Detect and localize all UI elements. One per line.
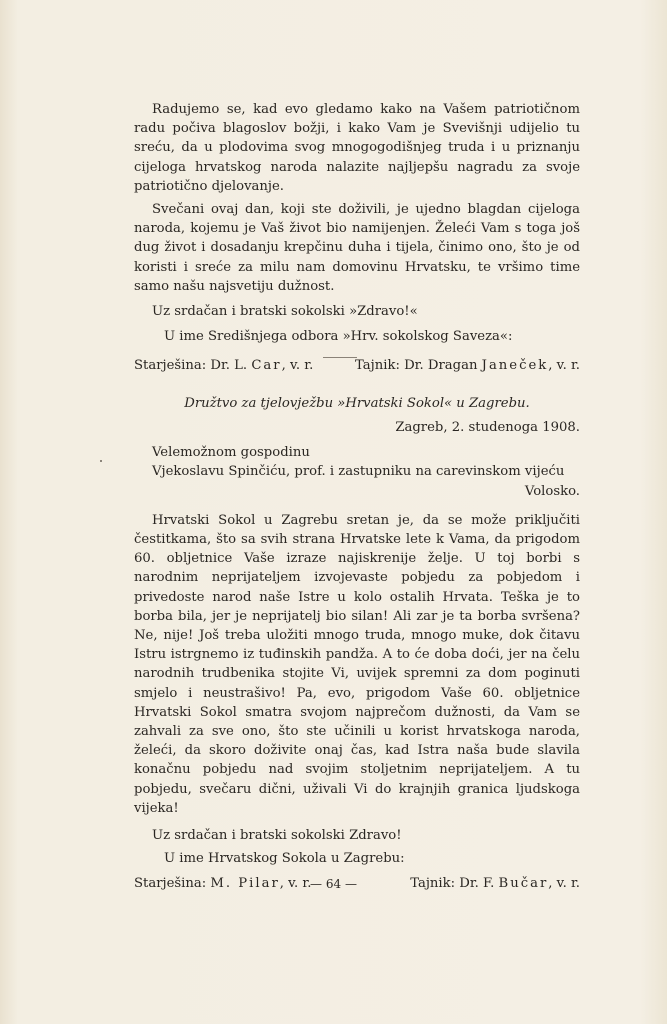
paragraph: Hrvatski Sokol u Zagrebu sretan je, da se može priključiti čestitkama, što sa svih strana Hrvatske lete k Vama, da prigodom 60. obljetnice Vaše izraze najiskrenije želje. U toj borbi s narodnim neprijateljem izvojevaste pobjedu za pobjedom i privedoste narod naše Istre u kolo ostalih Hrvata. Teška je to borba bila, jer je neprijatelj bio silan! Ali zar je ta borba svršena? Ne, nije! Još treba uložiti mnogo truda, mnogo muke, dok čitavu Istru istrgnemo iz tuđinskih pandža. A to će doba doći, jer na čelu narodnih trudbenika stojite Vi, uvijek spremni za dom poginuti smjelo i neustrašivo! Pa, evo, prigodom Vaše 60. obljetnice Hrvatski Sokol smatra svojom najprečom dužnosti, da Vam se zahvali za sve ono, što ste učinili u korist hrvatskoga naroda, želeći, da skoro doživite onaj čas, kad Istra naša bude slavila konačnu pobjedu nad svojim stoljetnim neprijateljem. A tu pobjedu, svečaru dični, uživali Vi do krajnjih granica ljudskoga vijeka! [134, 512, 580, 816]
paragraph: Svečani ovaj dan, koji ste doživili, je ujedno blagdan cijeloga naroda, kojemu je Vaš život bio namijenjen. Želeći Vam s toga još dug život i dosadanju krepčinu duha i tijela, činimo ono, što je od koristi i sreće za milu nam domovinu Hrvatsku, te vršimo time samo našu najsvetiju dužnost. [134, 202, 580, 294]
greeting: Uz srdačan i bratski sokolski Zdravo! [152, 828, 402, 844]
recipient: Vjekoslavu Spinčiću, prof. i zastupniku na carevinskom vijeću [152, 464, 565, 480]
secretary-signature [355, 356, 580, 375]
page-number: — 64 — [310, 877, 357, 891]
chairman-name: M. Pilar [210, 876, 280, 892]
ink-speck [100, 460, 102, 462]
secretary-suffix: , v. r. [548, 358, 580, 374]
salutation: Velemožnom gospodinu [152, 445, 310, 461]
section-divider [323, 357, 357, 358]
letter-2-heading: Družtvo za tjelovježbu »Hrvatski Sokol« u Zagrebu. [184, 396, 530, 411]
on-behalf-line: U ime Središnjega odbora »Hrv. sokolskog Saveza«: [164, 329, 513, 345]
chairman-name: Car [251, 358, 282, 374]
secretary-suffix: , v. r. [548, 876, 580, 892]
paragraph: Radujemo se, kad evo gledamo kako na Vašem patriotičnom radu počiva blagoslov božji, i kako Vam je Svevišnji udijelio tu sreću, da u plodovima svog mnogogodišnjeg truda i u priznanju cijeloga hrvatskog naroda nalazite najljepšu nagradu za svoje patriotično djelovanje. [134, 102, 580, 194]
greeting: Uz srdačan i bratski sokolski »Zdravo!« [152, 304, 418, 320]
recipient-place: Volosko. [524, 483, 580, 499]
letter-date: Zagreb, 2. studenoga 1908. [395, 420, 580, 435]
chairman-label: Starješina: Dr. L. [134, 358, 248, 374]
signature-row [134, 356, 580, 375]
secretary-name: Janeček [481, 358, 549, 374]
chairman-suffix: , v. r. [279, 876, 312, 892]
secretary-label: Tajnik: Dr. Dragan [355, 358, 478, 374]
chairman-label: Starješina: [134, 876, 207, 892]
chairman-suffix: , v. r. [281, 358, 314, 374]
letter-2 [134, 418, 580, 894]
on-behalf-line: U ime Hrvatskog Sokola u Zagrebu: [164, 851, 405, 867]
letter-1 [134, 100, 580, 376]
chairman-signature [134, 356, 313, 375]
secretary-name: Bučar [498, 876, 549, 892]
secretary-label: Tajnik: Dr. F. [410, 876, 495, 892]
